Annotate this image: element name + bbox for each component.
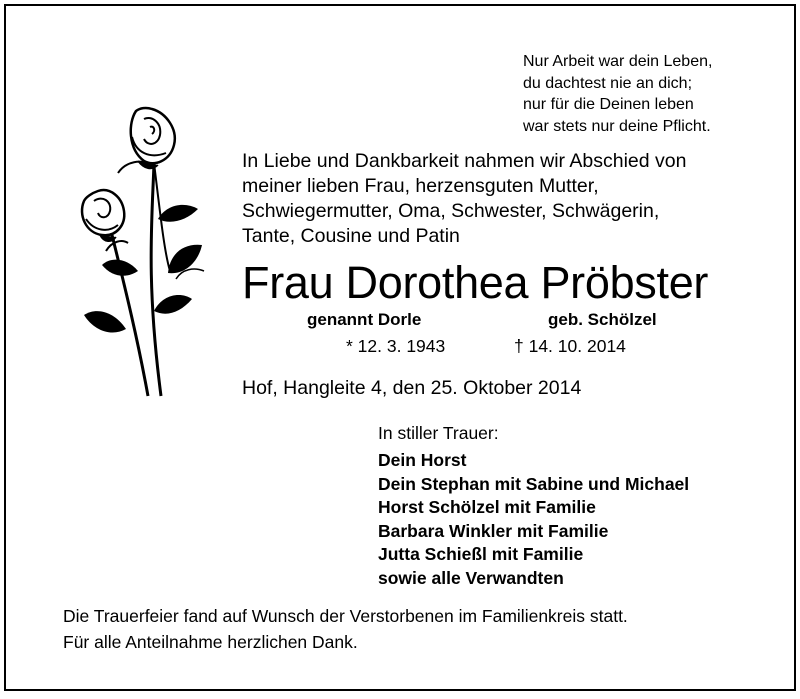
- poem-line: du dachtest nie an dich;: [523, 74, 693, 92]
- closing-line: Die Trauerfeier fand auf Wunsch der Verstorbenen im Familienkreis statt.: [63, 606, 628, 626]
- intro-line: meiner lieben Frau, herzensguten Mutter,: [242, 175, 599, 197]
- poem-line: nur für die Deinen leben: [523, 96, 694, 113]
- poem-line: Nur Arbeit war dein Leben,: [523, 53, 713, 70]
- mourners-list: [378, 449, 689, 590]
- place-and-date: Hof, Hangleite 4, den 25. Oktober 2014: [242, 377, 582, 399]
- poem-line: war stets nur deine Pflicht.: [523, 117, 711, 135]
- birth-date: * 12. 3. 1943: [346, 336, 446, 356]
- closing-line: Für alle Anteilnahme herzlichen Dank.: [63, 632, 358, 652]
- mourner: Horst Schölzel mit Familie: [378, 497, 596, 517]
- intro-line: Schwiegermutter, Oma, Schwester, Schwägerin,: [242, 200, 660, 222]
- obituary-notice: [4, 4, 796, 691]
- deceased-nickname: genannt Dorle: [307, 310, 422, 329]
- intro-line: In Liebe und Dankbarkeit nahmen wir Abschied von: [242, 150, 687, 172]
- mourner: Dein Stephan mit Sabine und Michael: [378, 473, 690, 494]
- deceased-name: Frau Dorothea Pröbster: [242, 257, 709, 308]
- mourning-label: In stiller Trauer:: [378, 423, 499, 443]
- intro-text: [242, 149, 686, 249]
- poem: [523, 51, 712, 137]
- mourner: Dein Horst: [378, 450, 467, 470]
- death-date: † 14. 10. 2014: [514, 336, 626, 356]
- mourner: Barbara Winkler mit Familie: [378, 520, 609, 541]
- mourner: Jutta Schießl mit Familie: [378, 544, 584, 564]
- deceased-maiden-name: geb. Schölzel: [548, 310, 657, 329]
- intro-line: Tante, Cousine und Patin: [242, 225, 460, 247]
- rose-illustration: [66, 101, 226, 401]
- mourner: sowie alle Verwandten: [378, 567, 564, 588]
- closing-text: [63, 603, 628, 655]
